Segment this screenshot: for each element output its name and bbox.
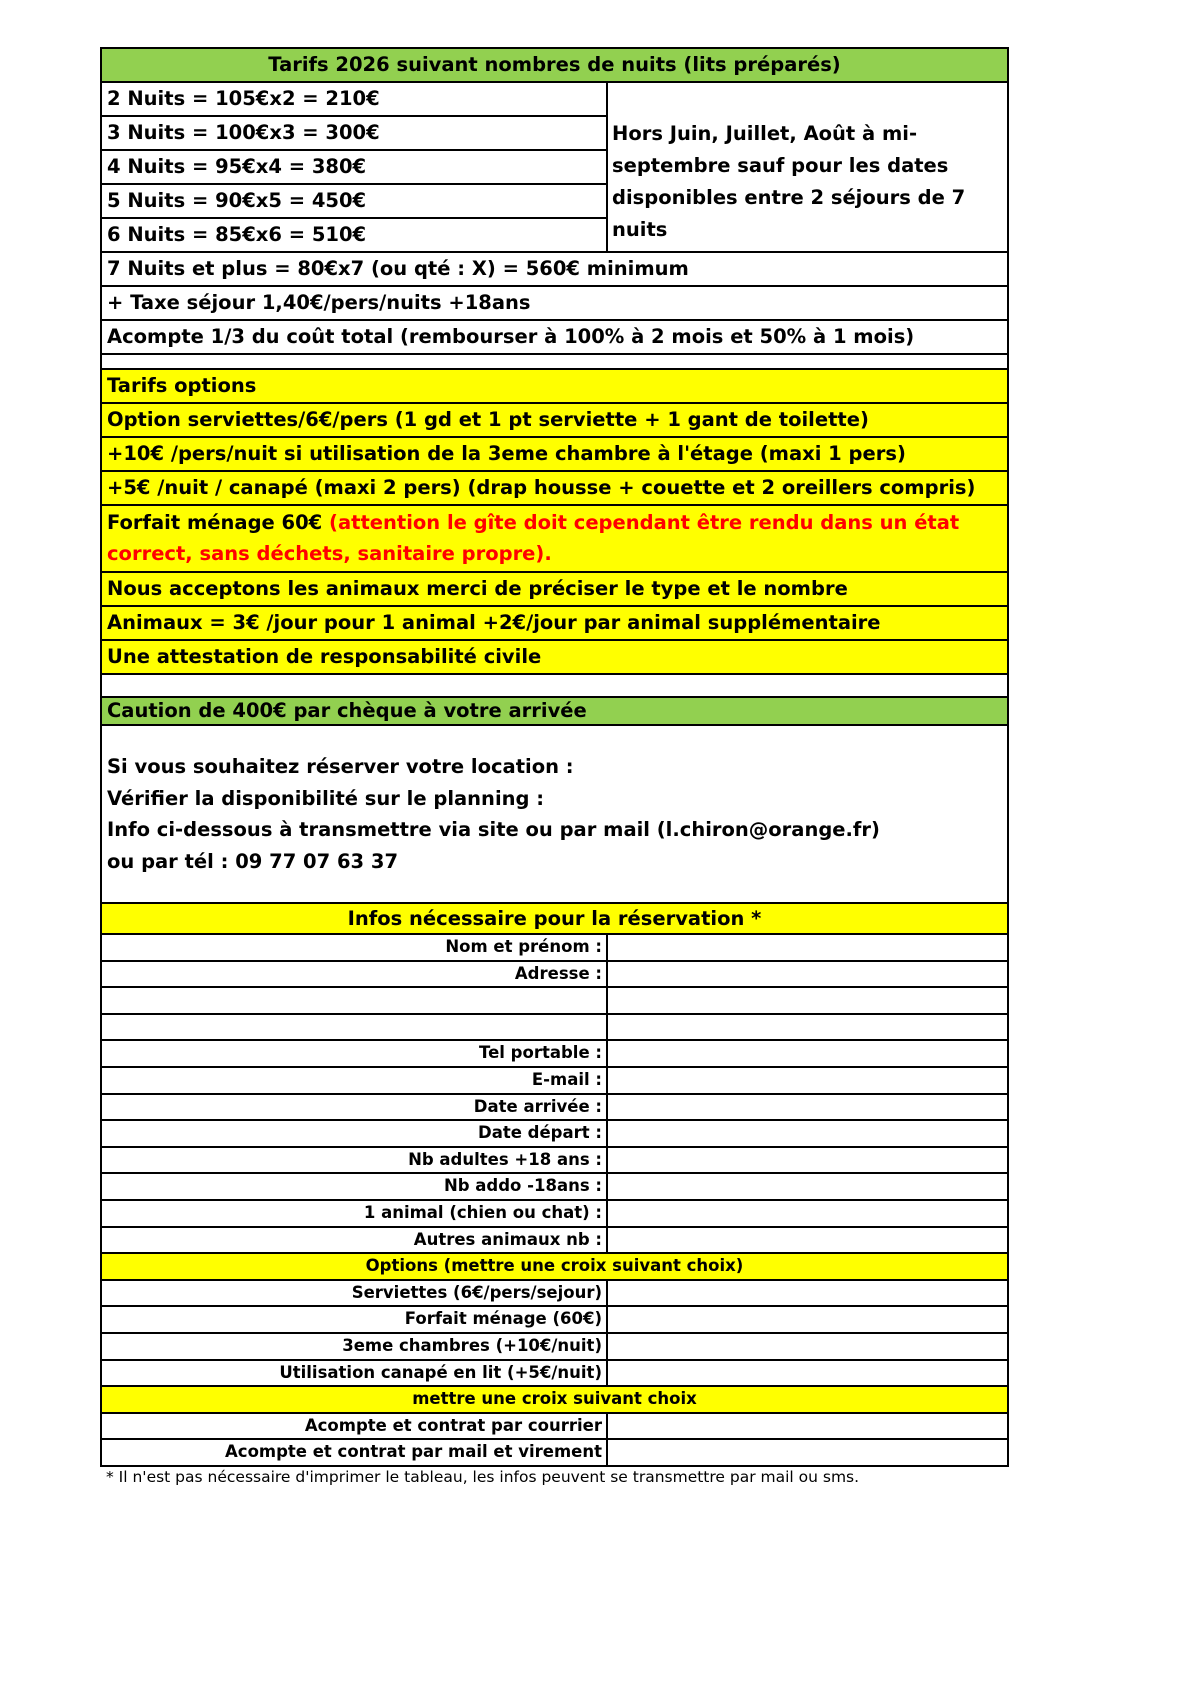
- option-choice-third-room-input[interactable]: [606, 1332, 1009, 1361]
- field-mobile-input[interactable]: [606, 1039, 1009, 1068]
- spacer-row: [100, 673, 1009, 698]
- booking-info: [100, 724, 1009, 904]
- footnote: * Il n'est pas nécessaire d'imprimer le tableau, les infos peuvent se transmettre par mail ou sms.: [106, 1468, 860, 1486]
- nights-6: 6 Nuits = 85€x6 = 510€: [100, 217, 608, 253]
- field-address-extra-2-input[interactable]: [606, 1013, 1009, 1042]
- cleaning-label: Forfait ménage 60€: [107, 511, 330, 534]
- option-choice-sofa-bed-label: Utilisation canapé en lit (+5€/nuit): [100, 1359, 608, 1388]
- contract-choice-email-transfer-input[interactable]: [606, 1438, 1009, 1467]
- option-choice-towels-input[interactable]: [606, 1279, 1009, 1308]
- field-adults-label: Nb adultes +18 ans :: [100, 1146, 608, 1175]
- options-title: Tarifs options: [100, 368, 1009, 404]
- nights-5: 5 Nuits = 90€x5 = 450€: [100, 183, 608, 219]
- booking-line-2: Vérifier la disponibilité sur le planning :: [107, 786, 545, 810]
- field-address-extra-2-label: [100, 1013, 608, 1042]
- field-email-input[interactable]: [606, 1066, 1009, 1095]
- caution-info: Caution de 400€ par chèque à votre arrivée: [100, 696, 1009, 726]
- contract-choice-mail-label: Acompte et contrat par courrier: [100, 1412, 608, 1441]
- contract-choice-email-transfer-label: Acompte et contrat par mail et virement: [100, 1438, 608, 1467]
- field-teens-input[interactable]: [606, 1172, 1009, 1201]
- form-title: Infos nécessaire pour la réservation *: [100, 902, 1009, 935]
- option-choice-third-room-label: 3eme chambres (+10€/nuit): [100, 1332, 608, 1361]
- booking-line-3: Info ci-dessous à transmettre via site ou par mail (l.chiron@orange.fr): [107, 818, 880, 841]
- option-choice-towels-label: Serviettes (6€/pers/sejour): [100, 1279, 608, 1308]
- tarifs-title: Tarifs 2026 suivant nombres de nuits (lits préparés): [100, 47, 1009, 83]
- booking-line-4: ou par tél : 09 77 07 63 37: [107, 849, 399, 873]
- option-third-room: +10€ /pers/nuit si utilisation de la 3eme chambre à l'étage (maxi 1 pers): [100, 436, 1009, 472]
- field-address-extra-1-input[interactable]: [606, 986, 1009, 1015]
- form-choice-title: mettre une croix suivant choix: [100, 1385, 1009, 1414]
- option-cleaning: [100, 504, 1009, 573]
- option-sofa: +5€ /nuit / canapé (maxi 2 pers) (drap housse + couette et 2 oreillers compris): [100, 470, 1009, 506]
- contract-choice-mail-input[interactable]: [606, 1412, 1009, 1441]
- field-departure-date-input[interactable]: [606, 1119, 1009, 1148]
- nights-3: 3 Nuits = 100€x3 = 300€: [100, 115, 608, 151]
- field-animal-input[interactable]: [606, 1199, 1009, 1228]
- field-departure-date-label: Date départ :: [100, 1119, 608, 1148]
- field-name-input[interactable]: [606, 933, 1009, 962]
- field-address-label: Adresse :: [100, 960, 608, 989]
- deposit-info: Acompte 1/3 du coût total (rembourser à 100% à 2 mois et 50% à 1 mois): [100, 319, 1009, 355]
- field-address-extra-1-label: [100, 986, 608, 1015]
- field-animal-label: 1 animal (chien ou chat) :: [100, 1199, 608, 1228]
- animals-accepted: Nous acceptons les animaux merci de préciser le type et le nombre: [100, 571, 1009, 607]
- form-options-title: Options (mettre une croix suivant choix): [100, 1252, 1009, 1281]
- booking-line-1: Si vous souhaitez réserver votre location :: [107, 755, 574, 778]
- season-note: Hors Juin, Juillet, Août à mi-septembre sauf pour les dates disponibles entre 2 séjours de 7 nuits: [606, 81, 1009, 253]
- field-address-input[interactable]: [606, 960, 1009, 989]
- nights-4: 4 Nuits = 95€x4 = 380€: [100, 149, 608, 185]
- field-mobile-label: Tel portable :: [100, 1039, 608, 1068]
- field-name-label: Nom et prénom :: [100, 933, 608, 962]
- field-other-animals-label: Autres animaux nb :: [100, 1226, 608, 1255]
- cleaning-warning: (attention le gîte doit cependant être rendu dans un état correct, sans déchets, sanitaire propre).: [107, 511, 960, 565]
- nights-7-plus: 7 Nuits et plus = 80€x7 (ou qté : X) = 560€ minimum: [100, 251, 1009, 287]
- nights-2: 2 Nuits = 105€x2 = 210€: [100, 81, 608, 117]
- insurance-info: Une attestation de responsabilité civile: [100, 639, 1009, 675]
- field-teens-label: Nb addo -18ans :: [100, 1172, 608, 1201]
- tourist-tax: + Taxe séjour 1,40€/pers/nuits +18ans: [100, 285, 1009, 321]
- animals-price: Animaux = 3€ /jour pour 1 animal +2€/jour par animal supplémentaire: [100, 605, 1009, 641]
- field-arrival-date-label: Date arrivée :: [100, 1093, 608, 1122]
- field-other-animals-input[interactable]: [606, 1226, 1009, 1255]
- option-choice-cleaning-label: Forfait ménage (60€): [100, 1305, 608, 1334]
- option-choice-cleaning-input[interactable]: [606, 1305, 1009, 1334]
- option-choice-sofa-bed-input[interactable]: [606, 1359, 1009, 1388]
- field-email-label: E-mail :: [100, 1066, 608, 1095]
- field-arrival-date-input[interactable]: [606, 1093, 1009, 1122]
- option-towels: Option serviettes/6€/pers (1 gd et 1 pt serviette + 1 gant de toilette): [100, 402, 1009, 438]
- field-adults-input[interactable]: [606, 1146, 1009, 1175]
